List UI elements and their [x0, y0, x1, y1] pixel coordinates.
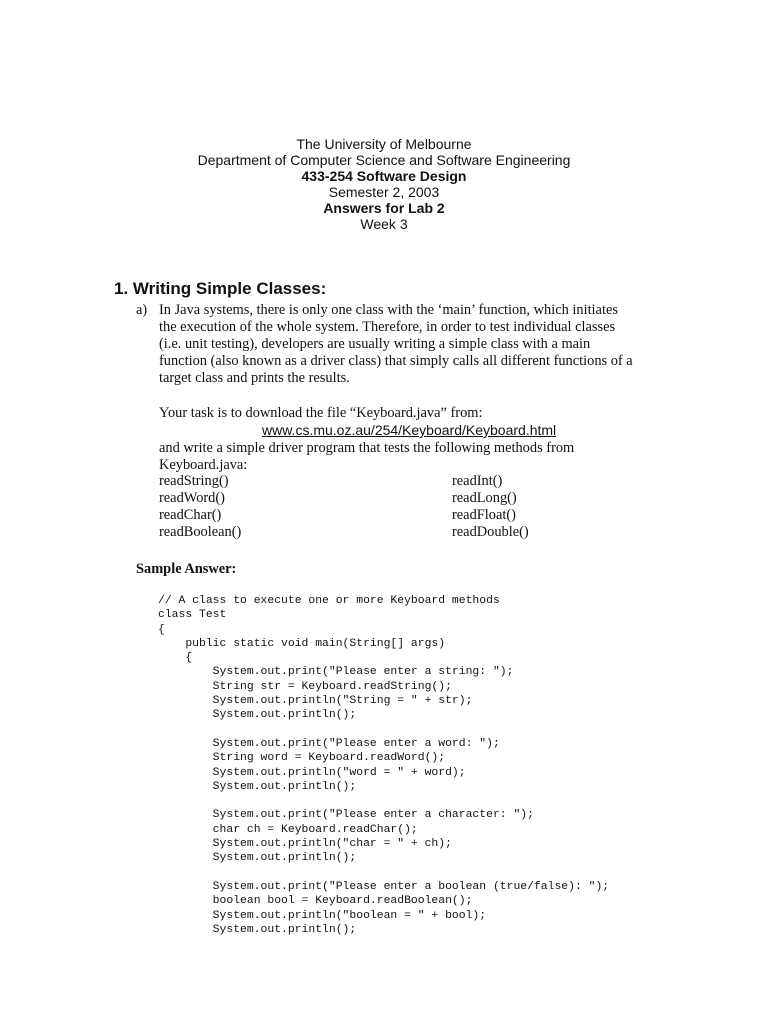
url-line — [159, 422, 669, 440]
paragraph-line: function (also known as a driver class) that simply calls all different functions of a — [159, 353, 633, 369]
method-name: readDouble() — [452, 524, 529, 540]
code-line: System.out.print("Please enter a string: "); — [158, 666, 514, 679]
task-line: Your task is to download the file “Keyboard.java” from: — [159, 405, 483, 421]
paragraph-line: the execution of the whole system. Therefore, in order to test individual classes — [159, 319, 616, 335]
code-line: System.out.println(); — [158, 923, 357, 936]
task-continue-line: and write a simple driver program that tests the following methods from — [159, 440, 575, 456]
methods-row — [159, 507, 579, 524]
methods-row — [159, 490, 579, 507]
intro-paragraph — [159, 302, 669, 387]
methods-row — [159, 524, 579, 541]
method-name: readBoolean() — [159, 524, 242, 540]
code-line: System.out.println("word = " + word); — [158, 766, 466, 779]
code-line: // A class to execute one or more Keyboard methods — [158, 595, 500, 607]
item-label: a) — [136, 302, 148, 318]
code-line: System.out.println(); — [158, 852, 357, 865]
code-line: System.out.print("Please enter a character: "); — [158, 809, 534, 822]
department-name: Department of Computer Science and Software Engineering — [197, 152, 571, 168]
code-line: { — [158, 652, 193, 665]
method-name: readChar() — [159, 507, 222, 523]
method-name: readString() — [159, 473, 229, 489]
code-line: System.out.println("String = " + str); — [158, 695, 473, 708]
methods-list — [159, 473, 579, 541]
method-name: readFloat() — [452, 507, 516, 523]
course-title: 433-254 Software Design — [301, 168, 467, 184]
paragraph-line: (i.e. unit testing), developers are usually writing a simple class with a main — [159, 336, 591, 352]
paragraph-line: target class and prints the results. — [159, 370, 350, 386]
code-line: boolean bool = Keyboard.readBoolean(); — [158, 895, 473, 908]
method-name: readInt() — [452, 473, 503, 489]
university-name: The University of Melbourne — [296, 136, 472, 152]
document-header — [0, 136, 768, 232]
code-line: System.out.println(); — [158, 709, 357, 722]
code-line: { — [158, 623, 165, 636]
code-line: System.out.println("char = " + ch); — [158, 838, 452, 851]
code-line: String str = Keyboard.readString(); — [158, 680, 452, 693]
code-line: class Test — [158, 609, 227, 622]
week-label: Week 3 — [360, 216, 408, 232]
task-paragraph — [159, 405, 669, 474]
method-name: readLong() — [452, 490, 517, 506]
code-line: System.out.println(); — [158, 780, 357, 793]
task-continue-line: Keyboard.java: — [159, 457, 248, 473]
section-heading: 1. Writing Simple Classes: — [114, 279, 327, 298]
code-line: char ch = Keyboard.readChar(); — [158, 823, 418, 836]
code-line: String word = Keyboard.readWord(); — [158, 752, 446, 765]
methods-row — [159, 473, 579, 490]
sample-answer-label: Sample Answer: — [136, 561, 237, 577]
code-block — [158, 594, 609, 937]
code-line: System.out.print("Please enter a boolean (true/false): "); — [158, 880, 610, 893]
method-name: readWord() — [159, 490, 225, 506]
code-line: System.out.print("Please enter a word: "); — [158, 737, 500, 750]
paragraph-line: In Java systems, there is only one class with the ‘main’ function, which initiates — [159, 302, 618, 318]
semester: Semester 2, 2003 — [328, 184, 440, 200]
code-line: public static void main(String[] args) — [158, 637, 446, 650]
document-title: Answers for Lab 2 — [323, 200, 445, 216]
keyboard-download-link[interactable]: www.cs.mu.oz.au/254/Keyboard/Keyboard.html — [262, 422, 557, 438]
code-line: System.out.println("boolean = " + bool); — [158, 909, 487, 922]
